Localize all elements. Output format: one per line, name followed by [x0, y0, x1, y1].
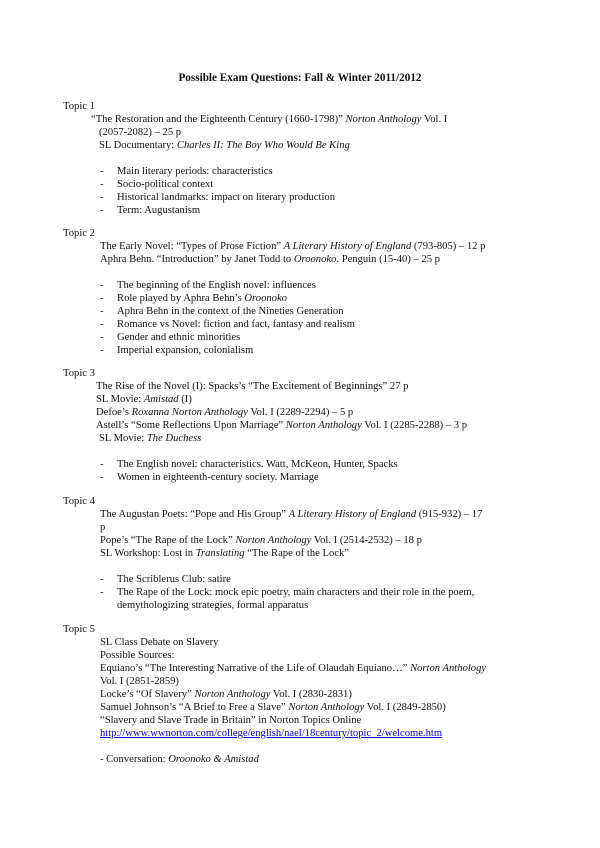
- topic-4-bullets: [100, 573, 583, 612]
- topic-1-reading-pages: (2057-2082) – 25 p: [99, 127, 182, 138]
- topic-4-workshop: SL Workshop: Lost in Translating “The Rape of the Lock”: [100, 548, 349, 559]
- list-item: - The English novel: characteristics. Watt, McKeon, Hunter, Spacks: [100, 459, 398, 470]
- topic-5-conversation: - Conversation: Oroonoko & Amistad: [100, 754, 259, 765]
- topic-5-source-1-cont: Vol. I (2851-2859): [100, 676, 179, 687]
- topic-2-reading-2: Aphra Behn. “Introduction” by Janet Todd to Oroonoko. Penguin (15-40) – 25 p: [100, 254, 440, 265]
- topic-4-reading-1: The Augustan Poets: “Pope and His Group” A Literary History of England (915-932) – 17: [100, 509, 483, 520]
- list-item: - Term: Augustanism: [100, 205, 201, 216]
- topic-5-source-2: Locke’s “Of Slavery” Norton Anthology Vol. I (2830-2831): [100, 689, 352, 700]
- list-item: - The Rape of the Lock: mock epic poetry, main characters and their role in the poem, demythologizing strategies, formal apparatus: [100, 587, 475, 611]
- topic-5-label: Topic 5: [63, 624, 95, 635]
- list-item: - Gender and ethnic minorities: [100, 332, 241, 343]
- topic-3-reading-3: Astell’s “Some Reflections Upon Marriage” Norton Anthology Vol. I (2285-2288) – 3 p: [96, 420, 468, 431]
- topic-3-movie-1: SL Movie: Amistad (I): [96, 394, 192, 405]
- list-item: - The Scriblerus Club: satire: [100, 574, 231, 585]
- topic-5-section: [63, 623, 583, 766]
- list-item: - Aphra Behn in the context of the Nineties Generation: [100, 306, 344, 317]
- list-item: - Main literary periods: characteristics: [100, 166, 273, 177]
- topic-2-label: Topic 2: [63, 228, 95, 239]
- topic-3-label: Topic 3: [63, 368, 95, 379]
- list-item: - Women in eighteenth-century society. Marriage: [100, 472, 319, 483]
- topic-5-sources-heading: Possible Sources:: [100, 650, 175, 661]
- topic-1-section: [63, 100, 583, 217]
- topic-5-source-4: “Slavery and Slave Trade in Britain” in Norton Topics Online: [100, 715, 362, 726]
- topic-5-source-1: Equiano’s “The Interesting Narrative of the Life of Olaudah Equiano…” Norton Anthology: [100, 663, 487, 674]
- topic-5-link-line: [100, 727, 583, 740]
- norton-topics-link[interactable]: http://www.wwnorton.com/college/english/nael/18century/topic_2/welcome.htm: [100, 728, 443, 739]
- topic-2-section: [63, 227, 583, 357]
- topic-4-reading-1-cont: p: [100, 522, 106, 533]
- topic-1-documentary: SL Documentary: Charles II: The Boy Who Would Be King: [99, 140, 350, 151]
- list-item: - Socio-political context: [100, 179, 214, 190]
- topic-5-source-3: Samuel Johnson’s “A Brief to Free a Slave” Norton Anthology Vol. I (2849-2850): [100, 702, 446, 713]
- topic-3-reading-1: The Rise of the Novel (I): Spacks’s “The Excitement of Beginnings” 27 p: [96, 381, 409, 392]
- topic-4-reading-2: Pope’s “The Rape of the Lock” Norton Anthology Vol. I (2514-2532) – 18 p: [100, 535, 422, 546]
- topic-5-debate: SL Class Debate on Slavery: [100, 637, 219, 648]
- list-item: - Historical landmarks: impact on literary production: [100, 192, 335, 203]
- topic-4-label: Topic 4: [63, 496, 95, 507]
- topic-1-label: Topic 1: [63, 101, 95, 112]
- topic-2-bullets: [100, 279, 583, 357]
- list-item: - The beginning of the English novel: influences: [100, 280, 316, 291]
- topic-3-section: [63, 367, 583, 484]
- topic-1-bullets: [100, 165, 583, 217]
- list-item: - Romance vs Novel: fiction and fact, fantasy and realism: [100, 319, 355, 330]
- list-item: - Imperial expansion, colonialism: [100, 345, 254, 356]
- topic-2-reading-1: The Early Novel: “Types of Prose Fiction” A Literary History of England (793-805) – 12 p: [100, 241, 486, 252]
- topic-3-reading-2: Defoe’s Roxanna Norton Anthology Vol. I (2289-2294) – 5 p: [96, 407, 354, 418]
- list-item: - Role played by Aphra Behn’s Oroonoko: [100, 293, 287, 304]
- topic-3-movie-2: SL Movie: The Duchess: [99, 433, 202, 444]
- page-title: Possible Exam Questions: Fall & Winter 2011/2012: [178, 72, 422, 84]
- topic-1-reading: “The Restoration and the Eighteenth Century (1660-1798)” Norton Anthology Vol. I: [91, 114, 448, 125]
- topic-4-section: [63, 495, 583, 612]
- topic-3-bullets: [100, 458, 583, 484]
